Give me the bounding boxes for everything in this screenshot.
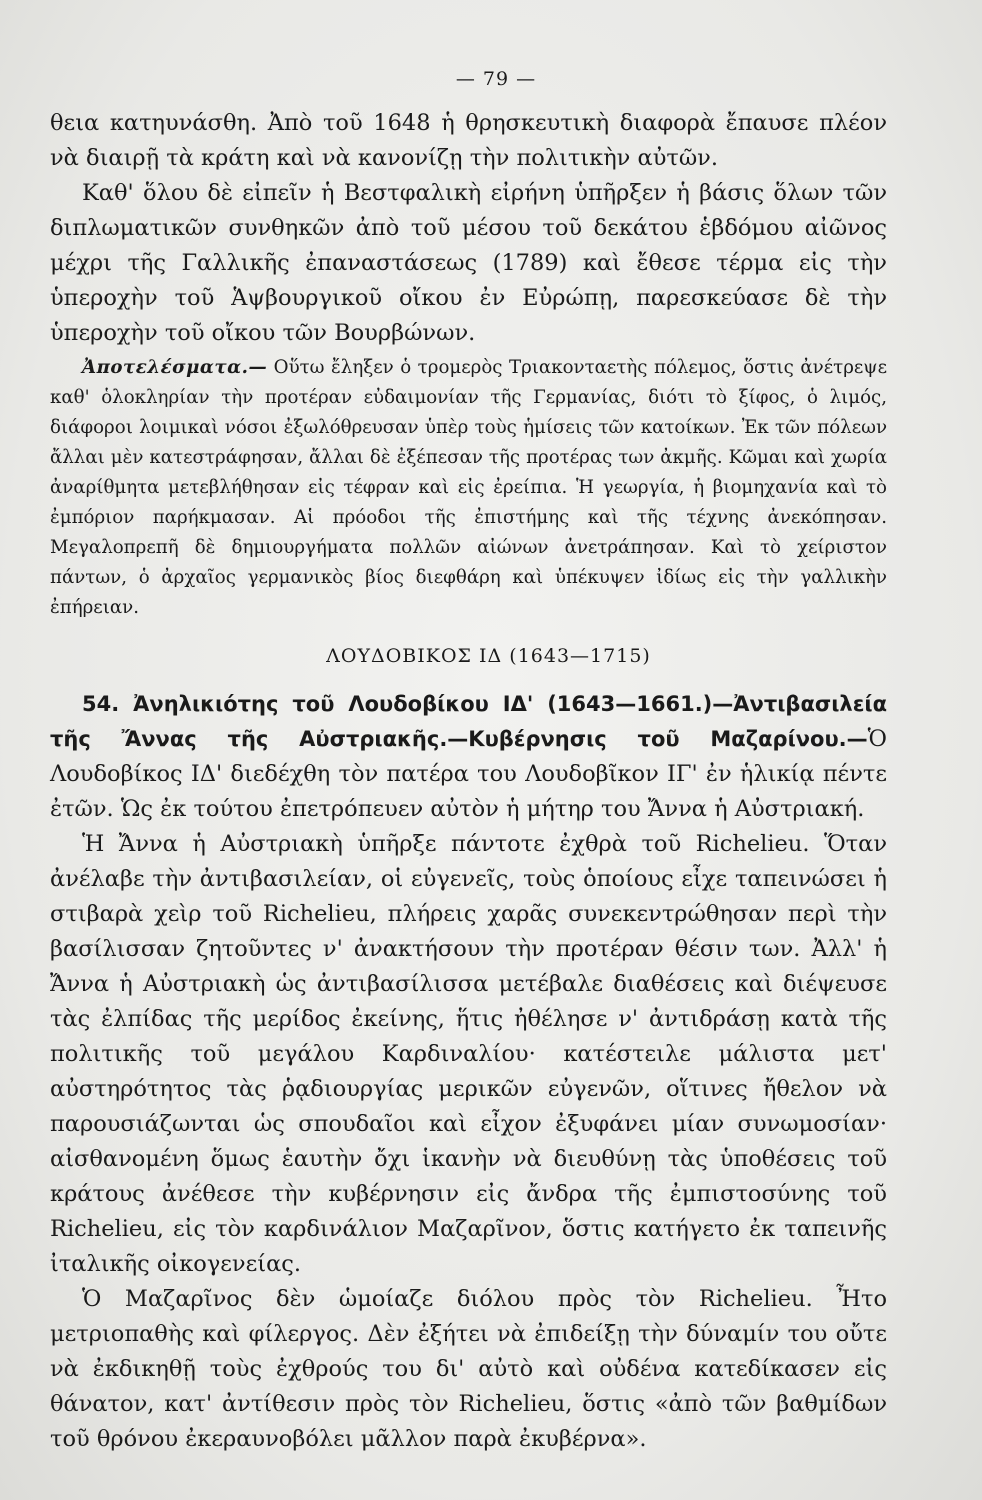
paragraph-westphalia-peace: Καθ' ὅλου δὲ εἰπεῖν ἡ Βεστφαλικὴ εἰρήνη ὑπῆρξεν ἡ βάσις ὅλων τῶν διπλωματικῶν συνθηκῶν ἀπὸ τοῦ μέσου τοῦ δεκάτου ἑβδόμου αἰῶνος μέχρι τῆς Γαλλικῆς ἐπαναστάσεως (1789) καὶ ἔθεσε τέρμα εἰς τὴν ὑπεροχὴν τοῦ Ἁψβουργικοῦ οἴκου ἐν Εὐρώπῃ, παρεσκεύασε δὲ τὴν ὑπεροχὴν τοῦ οἴκου τῶν Βουρβώνων. [50, 180, 887, 346]
results-subheading: Ἀποτελέσματα.— [82, 357, 268, 378]
results-text: Οὕτω ἔληξεν ὁ τρομερὸς Τριακονταετὴς πόλεμος, ὅστις ἀνέτρεψε καθ' ὁλοκληρίαν τὴν προτέραν εὐδαιμονίαν τῆς Γερμανίας, διότι τὸ ξίφος, ὁ λιμός, διάφοροι λοιμικαὶ νόσοι ἐξωλόθρευσαν ὑπὲρ τοὺς ἡμίσεις τῶν κατοίκων. Ἐκ τῶν πόλεων ἄλλαι μὲν κατεστράφησαν, ἄλλαι δὲ ἐξέπεσαν τῆς προτέρας των ἀκμῆς. Κῶμαι καὶ χωρία ἀναρίθμητα μετεβλήθησαν εἰς τέφραν καὶ εἰς ἐρείπια. Ἡ γεωργία, ἡ βιομηχανία καὶ τὸ ἐμπόριον παρήκμασαν. Αἱ πρόοδοι τῆς ἐπιστήμης καὶ τῆς τέχνης ἀνεκόπησαν. Μεγαλοπρεπῆ δὲ δημιουργήματα πολλῶν αἰώνων ἀνετράπησαν. Καὶ τὸ χείριστον πάντων, ὁ ἀρχαῖος γερμανικὸς βίος διεφθάρη καὶ ὑπέκυψεν ἰδίως εἰς τὴν γαλλικὴν ἐπήρειαν. [50, 357, 887, 618]
paragraph-westphalia-end: θεια κατηυνάσθη. Ἀπὸ τοῦ 1648 ἡ θρησκευτικὴ διαφορὰ ἔπαυσε πλέον νὰ διαιρῇ τὰ κράτη καὶ νὰ κανονίζῃ τὴν πολιτικὴν αὐτῶν. [50, 110, 887, 171]
paragraph-mazarin: Ὁ Μαζαρῖνος δὲν ὡμοίαζε διόλου πρὸς τὸν Richelieu. Ἦτο μετριοπαθὴς καὶ φίλεργος. Δὲν ἐξήτει νὰ ἐπιδείξῃ τὴν δύναμίν του οὔτε νὰ ἐκδικηθῇ τοὺς ἐχθρούς του δι' αὐτὸ καὶ οὐδένα κατεδίκασεν εἰς θάνατον, κατ' ἀντίθεσιν πρὸς τὸν Richelieu, ὅστις «ἀπὸ τῶν βαθμίδων τοῦ θρόνου ἐκεραυνοβόλει μᾶλλον παρὰ ἐκυβέρνα». [50, 1286, 887, 1452]
paragraph-section-54 [50, 687, 887, 827]
section-54-text: Ὁ Λουδοβίκος ΙΔ' διεδέχθη τὸν πατέρα του Λουδοβῖκον ΙΓ' ἐν ἡλικίᾳ πέντε ἐτῶν. Ὡς ἐκ τούτου ἐπετρόπευεν αὐτὸν ἡ μήτηρ του Ἄννα ἡ Αὐστριακή. [50, 726, 887, 822]
chapter-title: ΛΟΥΔΟΒΙΚΟΣ ΙΔ (1643—1715) [326, 645, 651, 667]
section-heading: 54. Ἀνηλικιότης τοῦ Λουδοβίκου ΙΔ' (1643—1661.)—Ἀντιβασιλεία τῆς Ἄννας τῆς Αὐστριακῆς.—Κυβέρνησις τοῦ Μαζαρίνου.— [50, 692, 887, 751]
paragraph-anna-austria: Ἡ Ἄννα ἡ Αὐστριακὴ ὑπῆρξε πάντοτε ἐχθρὰ τοῦ Richelieu. Ὅταν ἀνέλαβε τὴν ἀντιβασιλείαν, οἱ εὐγενεῖς, τοὺς ὁποίους εἶχε ταπεινώσει ἡ στιβαρὰ χεὶρ τοῦ Richelieu, πλήρεις χαρᾶς συνεκεντρώθησαν περὶ τὴν βασίλισσαν ζητοῦντες ν' ἀνακτήσουν τὴν προτέραν θέσιν των. Ἀλλ' ἡ Ἄννα ἡ Αὐστριακὴ ὡς ἀντιβασίλισσα μετέβαλε διαθέσεις καὶ διέψευσε τὰς ἐλπίδας τῆς μερίδος ἐκείνης, ἥτις ἠθέλησε ν' ἀντιδράσῃ κατὰ τῆς πολιτικῆς τοῦ μεγάλου Καρδιναλίου· κατέστειλε μάλιστα μετ' αὐστηρότητος τὰς ῥᾳδιουργίας μερικῶν εὐγενῶν, οἵτινες ἤθελον νὰ παρουσιάζωνται ὡς σπουδαῖοι καὶ εἶχον ἐξυφάνει μίαν συνωμοσίαν· αἰσθανομένη ὅμως ἑαυτὴν ὄχι ἱκανὴν νὰ διευθύνῃ τὰς ὑποθέσεις τοῦ κράτους ἀνέθεσε τὴν κυβέρνησιν εἰς ἄνδρα τῆς ἐμπιστοσύνης τοῦ Richelieu, εἰς τὸν καρδινάλιον Μαζαρῖνον, ὅστις κατήγετο ἐκ ταπεινῆς ἰταλικῆς οἰκογενείας. [50, 831, 887, 1277]
page-number: — 79 — [455, 68, 537, 90]
paragraph-results [50, 353, 887, 623]
